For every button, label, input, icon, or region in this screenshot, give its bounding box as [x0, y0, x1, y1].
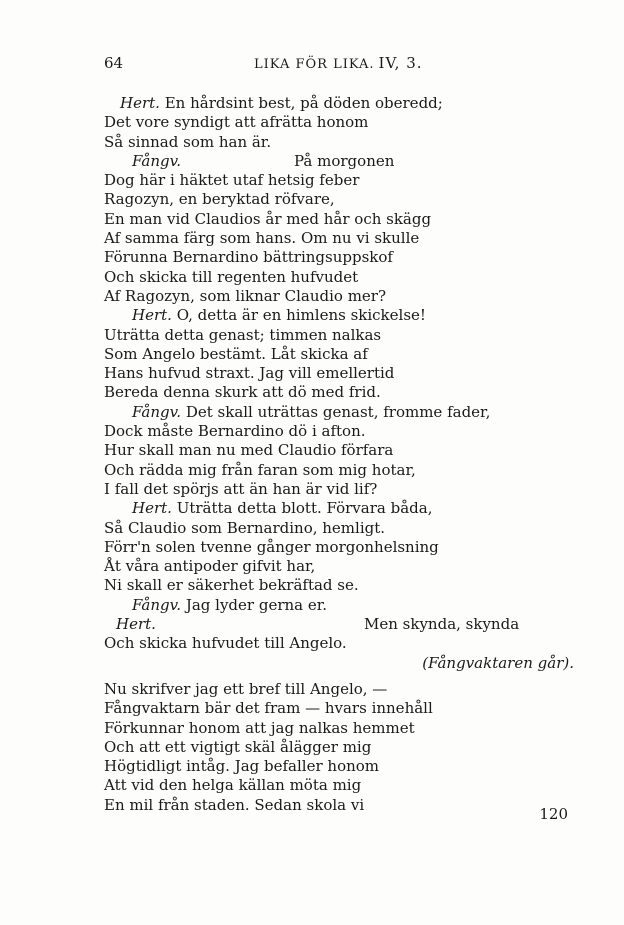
verse-line	[104, 519, 574, 538]
line-text: Uträtta detta blott. Förvara båda,	[171, 499, 433, 518]
verse-line	[104, 364, 574, 383]
line-text: Det vore syndigt att afrätta honom	[104, 113, 369, 132]
speaker-name: Hert.	[132, 499, 172, 518]
line-text: Förunna Bernardino bättringsuppskof	[104, 248, 393, 267]
verse-line	[104, 229, 574, 248]
verse-line	[104, 738, 574, 757]
verse-line	[104, 596, 574, 615]
verse-line	[104, 757, 574, 776]
verse-line	[104, 538, 574, 557]
speaker-name: Hert.	[116, 615, 156, 634]
verse-line	[104, 441, 574, 460]
verse-line	[104, 719, 574, 738]
line-text: O, detta är en himlens skickelse!	[171, 306, 426, 325]
verse-line	[104, 699, 574, 718]
speaker-name: Hert.	[132, 306, 172, 325]
verse-line	[104, 210, 574, 229]
line-text: Det skall uträttas genast, fromme fader,	[181, 402, 491, 421]
play-text	[104, 94, 574, 815]
line-text: Så Claudio som Bernardino, hemligt.	[104, 518, 386, 537]
verse-line	[104, 133, 574, 152]
line-text: Dog här i häktet utaf hetsig feber	[104, 171, 360, 190]
verse-line	[104, 776, 574, 795]
line-text: Hur skall man nu med Claudio förfara	[104, 441, 394, 460]
line-text: En man vid Claudios år med hår och skägg	[104, 209, 432, 228]
verse-line	[104, 680, 574, 699]
verse-line	[104, 383, 574, 402]
verse-line	[104, 461, 574, 480]
verse-line	[104, 287, 574, 306]
verse-line	[104, 190, 574, 209]
verse-line	[104, 94, 574, 113]
verse-line	[104, 422, 574, 441]
verse-line	[104, 248, 574, 267]
line-text: Som Angelo bestämt. Låt skicka af	[104, 344, 368, 363]
line-text: Ni skall er säkerhet bekräftad se.	[104, 576, 359, 595]
line-text: Förr'n solen tvenne gånger morgonhelsning	[104, 537, 439, 556]
line-text: Åt våra antipoder gifvit har,	[104, 557, 316, 576]
line-text: Och att ett vigtigt skäl ålägger mig	[104, 737, 372, 756]
line-text: Dock måste Bernardino dö i afton.	[104, 422, 366, 441]
line-text: Uträtta detta genast; timmen nalkas	[104, 325, 382, 344]
line-text: Så sinnad som han är.	[104, 132, 272, 151]
speaker-name: Fångv.	[132, 595, 182, 614]
page-number: 64	[104, 54, 124, 72]
verse-line	[104, 480, 574, 499]
line-text: Hans hufvud straxt. Jag vill emellertid	[104, 364, 395, 383]
speaker-name: Fångv.	[132, 402, 182, 421]
verse-line	[104, 152, 574, 171]
verse-line	[104, 796, 574, 815]
line-text: Ragozyn, en beryktad röfvare,	[104, 190, 335, 209]
line-text: I fall det spörjs att än han är vid lif?	[104, 479, 378, 498]
line-text: Af Ragozyn, som liknar Claudio mer?	[104, 286, 387, 305]
speaker-name: Fångv.	[132, 151, 182, 170]
printer-signature: 120	[539, 805, 568, 823]
line-text: Af samma färg som hans. Om nu vi skulle	[104, 229, 420, 248]
page-header	[104, 54, 544, 76]
running-title-text: LIKA FÖR LIKA.	[254, 57, 375, 72]
line-text: Nu skrifver jag ett bref till Angelo, —	[104, 679, 388, 698]
verse-line	[104, 306, 574, 325]
line-text: Bereda denna skurk att dö med frid.	[104, 383, 381, 402]
line-text: Högtidligt intåg. Jag befaller honom	[104, 757, 380, 776]
verse-line	[104, 345, 574, 364]
verse-line	[104, 326, 574, 345]
line-text: Jag lyder gerna er.	[181, 595, 328, 614]
verse-line	[104, 499, 574, 518]
line-text: Och skicka hufvudet till Angelo.	[104, 634, 347, 653]
verse-line	[104, 171, 574, 190]
running-title	[254, 54, 423, 72]
line-text: En mil från staden. Sedan skola vi	[104, 795, 365, 814]
line-text: Och rädda mig från faran som mig hotar,	[104, 460, 416, 479]
line-text: En hårdsint best, på döden oberedd;	[159, 94, 443, 112]
verse-line	[104, 268, 574, 287]
line-text: Att vid den helga källan möta mig	[104, 776, 362, 795]
verse-line	[104, 634, 574, 653]
line-text: Men skynda, skynda	[364, 615, 520, 634]
verse-line	[104, 403, 574, 422]
line-text: Fångvaktarn bär det fram — hvars innehåll	[104, 699, 433, 718]
act-scene: IV, 3.	[378, 54, 423, 72]
verse-line	[104, 113, 574, 132]
verse-line	[104, 557, 574, 576]
line-text: Förkunnar honom att jag nalkas hemmet	[104, 718, 415, 737]
line-text: På morgonen	[294, 151, 395, 170]
speaker-name: Hert.	[120, 94, 160, 112]
stage-direction: (Fångvaktaren går).	[422, 653, 574, 672]
line-text: Och skicka till regenten hufvudet	[104, 267, 359, 286]
verse-line	[104, 576, 574, 595]
verse-line	[104, 615, 574, 634]
